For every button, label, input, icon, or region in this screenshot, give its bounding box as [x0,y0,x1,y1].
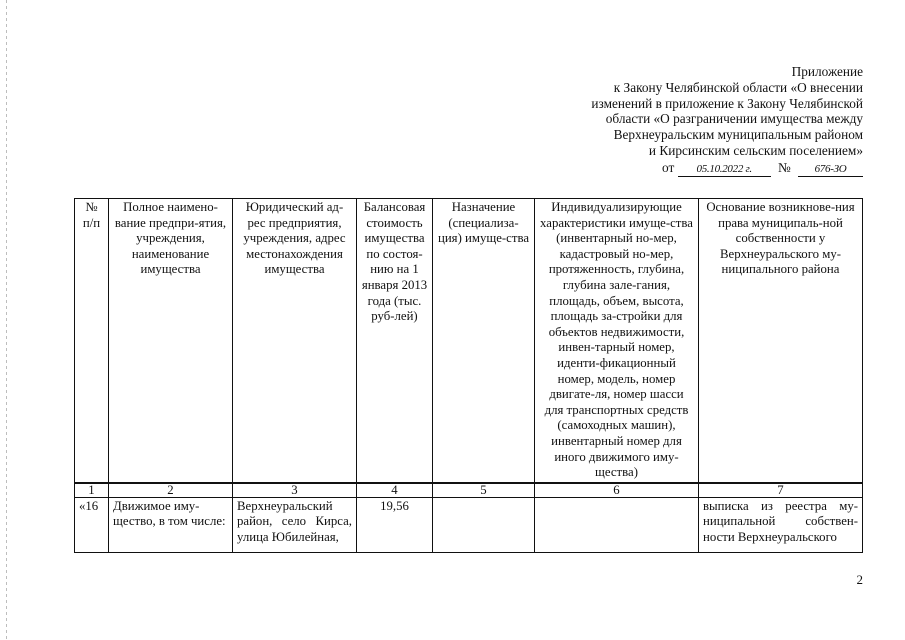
column-number: 2 [109,483,233,498]
row-number: «16 [75,497,109,552]
appendix-header [503,64,863,177]
header-full-name: Полное наимено-вание предпри-ятия, учреждения, наименование имущества [109,199,233,483]
law-date: 05.10.2022 г. [678,163,771,177]
row-purpose [433,497,535,552]
date-prefix: от [662,159,675,175]
appendix-line-1: Приложение [791,64,863,79]
row-balance-value: 19,56 [357,497,433,552]
header-characteristics: Индивидуализирующие характеристики имуще-ства (инвентарный но-мер, кадастровый но-мер, протяженность, глубина, глубина зале-гания, площадь, объем, высота, площадь за-стройки для объектов недвижимости, инвен-тарный номер, иденти-фикационный номер, модель, номер двигате-ля, номер шасси для транспортных средств (самоходных машин), инвентарный номер для иного движимого иму-щества) [535,199,699,483]
appendix-line-5: Верхнеуральским муниципальным районом [613,127,863,143]
law-number: 676-ЗО [798,163,863,177]
column-number: 6 [535,483,699,498]
number-prefix: № [777,159,791,175]
column-numbers-row [75,483,863,498]
binding-margin-line [6,0,7,640]
header-number: № п/п [75,199,109,483]
appendix-line-2: к Закону Челябинской области «О внесении [613,79,863,95]
page-number: 2 [856,572,863,587]
law-date-number-row [503,160,863,177]
header-balance-value: Балансовая стоимость имущества по состоя-нию на 1 января 2013 года (тыс. руб-лей) [357,199,433,483]
table-row [75,497,863,552]
table-header-row [75,199,863,483]
header-ownership-basis: Основание возникнове-ния права муниципаль-ной собственности у Верхнеуральского му-ниципального района [699,199,863,483]
column-number: 1 [75,483,109,498]
column-number: 4 [357,483,433,498]
column-number: 7 [699,483,863,498]
appendix-line-3: изменений в приложение к Закону Челябинской [591,95,863,111]
row-ownership-basis: выписка из реестра му-ниципальной собствен-ности Верхнеуральского [699,497,863,552]
row-name: Движимое иму-щество, в том числе: [109,497,233,552]
row-characteristics [535,497,699,552]
appendix-line-6: и Кирсинским сельским поселением» [648,142,863,158]
column-number: 3 [233,483,357,498]
header-address: Юридический ад-рес предприятия, учреждения, адрес местонахождения имущества [233,199,357,483]
property-table [74,198,863,553]
header-purpose: Назначение (специализа-ция) имуще-ства [433,199,535,483]
row-address: Верхнеуральский район, село Кирса, улица Юбилейная, [233,497,357,552]
appendix-line-4: области «О разграничении имущества между [605,111,863,127]
column-number: 5 [433,483,535,498]
